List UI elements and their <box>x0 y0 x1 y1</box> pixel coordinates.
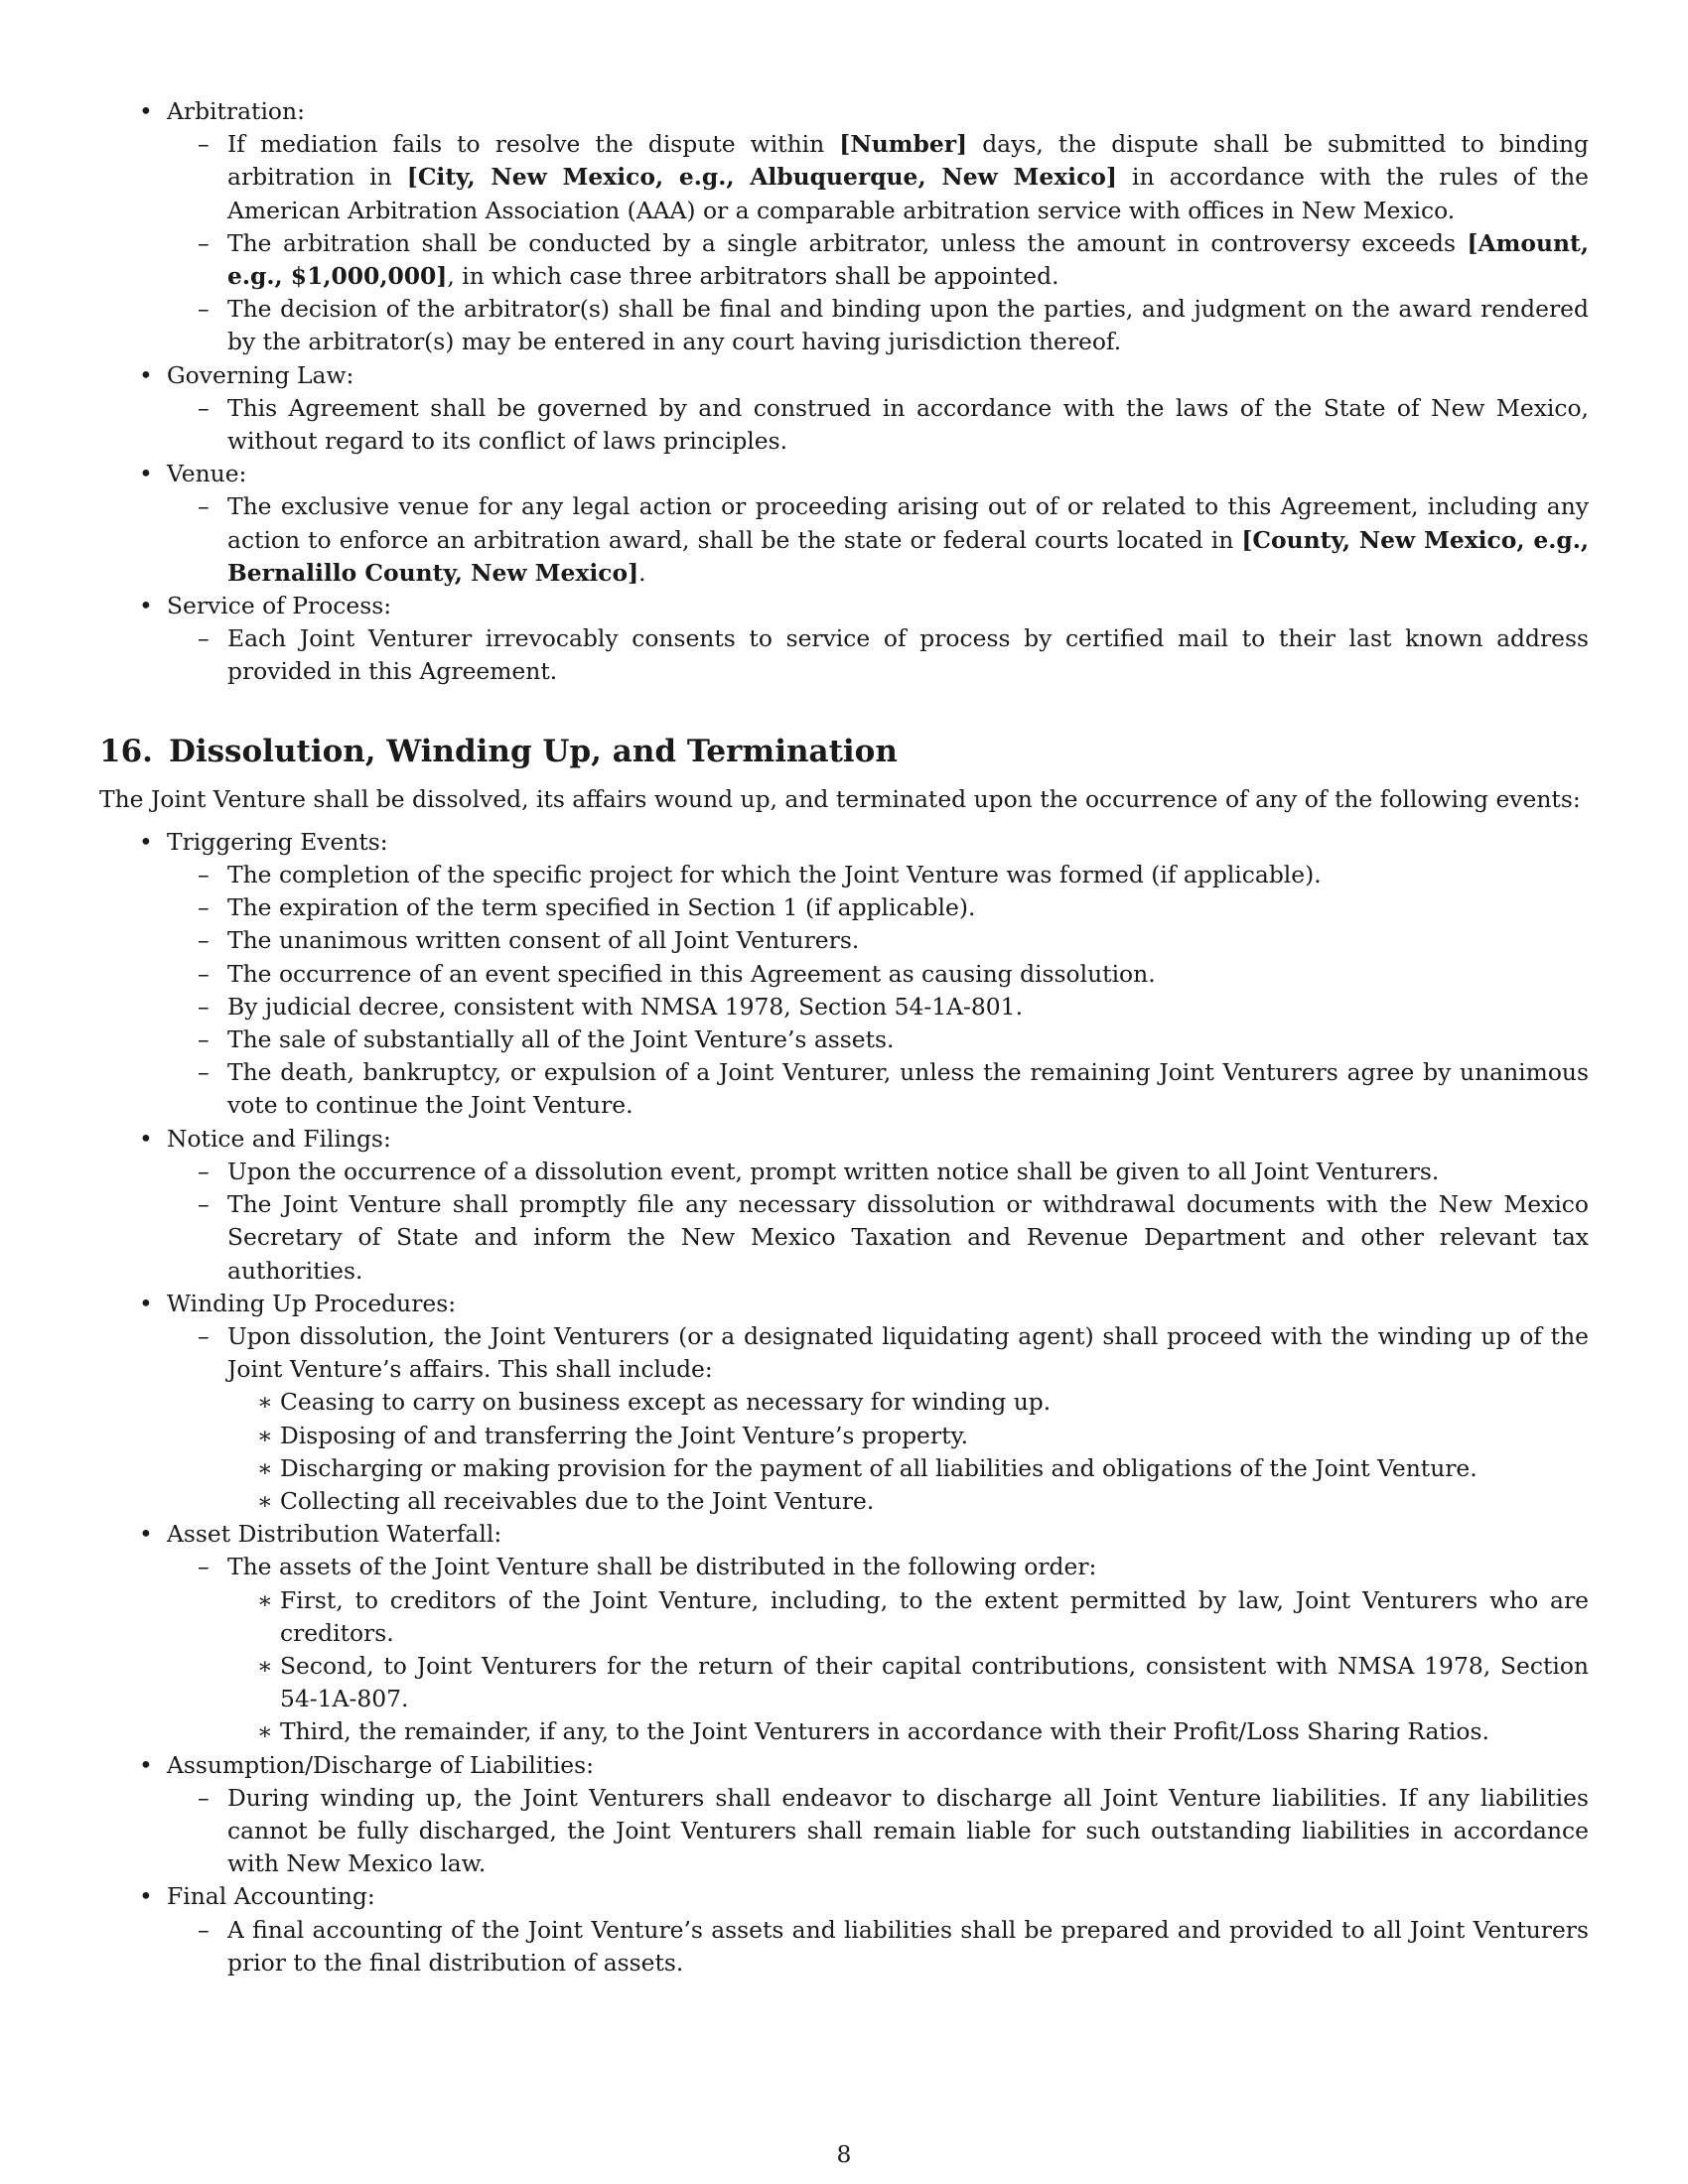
text: The decision of the arbitrator(s) shall be final and binding upon the parties, and judgment on the award rendered by the arbitrator(s) may be entered in any court having jurisdiction thereof. <box>227 295 1589 356</box>
sub-list-item <box>227 1715 1589 1748</box>
text: The exclusive venue for any legal action or proceeding arising out of or related to this Agreement, including any action to enforce an arbitration award, shall be the state or federal courts located in <box>227 492 1589 554</box>
text: , in which case three arbitrators shall be appointed. <box>447 262 1059 291</box>
section-heading <box>99 732 1589 771</box>
bullet-dot: • <box>139 1520 153 1549</box>
sub-list-item <box>227 1386 1589 1419</box>
list-item-final-accounting <box>99 1880 1589 1979</box>
text: Disposing of and transferring the Joint Venture’s property. <box>280 1421 969 1449</box>
text: Discharging or making provision for the payment of all liabilities and obligations of the Joint Venture. <box>280 1453 1477 1482</box>
text: During winding up, the Joint Venturers shall endeavor to discharge all Joint Venture liabilities. If any liabilities cannot be fully discharged, the Joint Venturers shall remain liable for such outstanding liabilities in accordance with New Mexico law. <box>227 1783 1589 1878</box>
section-number: 16. <box>99 733 153 769</box>
list-item-asset-distribution <box>99 1518 1589 1748</box>
bullet-dot: • <box>139 1882 153 1911</box>
bullet-dash: – <box>198 295 210 324</box>
list-item <box>167 227 1589 293</box>
list-item <box>167 1914 1589 1979</box>
section-intro: The Joint Venture shall be dissolved, its affairs wound up, and terminated upon the occurrence of any of the following events: <box>99 784 1581 813</box>
list-item-triggering-events <box>99 826 1589 1123</box>
bullet-dash: – <box>198 1783 210 1812</box>
list-item <box>167 1188 1589 1288</box>
document-page <box>99 95 1589 1979</box>
bullet-dash: – <box>198 959 210 988</box>
text: Upon the occurrence of a dissolution event, prompt written notice shall be given to all Joint Venturers. <box>227 1157 1440 1185</box>
text: This Agreement shall be governed by and construed in accordance with the laws of the State of New Mexico, without regard to its conflict of laws principles. <box>227 393 1589 456</box>
text: in accordance with the rules of the American Arbitration Association (AAA) or a comparable arbitration service with offices in New Mexico. <box>227 163 1589 224</box>
bullet-dash: – <box>198 1190 210 1219</box>
list-item <box>167 1024 1589 1056</box>
text: The unanimous written consent of all Joint Venturers. <box>227 926 860 955</box>
placeholder-amount: [Amount, e.g., $1,000,000] <box>227 228 1589 291</box>
bullet-dot: • <box>139 97 153 125</box>
text: The Joint Venture shall promptly file any necessary dissolution or withdrawal documents with the New Mexico Secretary of State and inform the New Mexico Taxation and Revenue Department and other relevant tax authorities. <box>227 1190 1589 1285</box>
item-label: Arbitration: <box>167 97 305 125</box>
bullet-dot: • <box>139 360 153 389</box>
bullet-dash: – <box>198 1915 210 1944</box>
bullet-dash: – <box>198 1157 210 1185</box>
item-label: Venue: <box>167 460 247 488</box>
text: The expiration of the term specified in Section 1 (if applicable). <box>227 893 976 922</box>
list-item <box>167 293 1589 358</box>
text: The completion of the specific project for which the Joint Venture was formed (if applicable). <box>227 861 1322 889</box>
bullet-dot: • <box>139 592 153 620</box>
bullet-dot: • <box>139 1124 153 1153</box>
text: The occurrence of an event specified in this Agreement as causing dissolution. <box>227 959 1156 988</box>
list-item <box>167 622 1589 688</box>
text: The arbitration shall be conducted by a single arbitrator, unless the amount in controversy exceeds <box>227 228 1468 257</box>
list-item <box>167 1782 1589 1881</box>
item-label: Final Accounting: <box>167 1882 375 1911</box>
list-item-liabilities <box>99 1749 1589 1881</box>
bullet-dash: – <box>198 228 210 257</box>
text: A final accounting of the Joint Venture’s assets and liabilities shall be prepared and provided to all Joint Venturers prior to the final distribution of assets. <box>227 1915 1589 1977</box>
section15-continued-list <box>99 95 1589 689</box>
text: Ceasing to carry on business except as necessary for winding up. <box>280 1388 1052 1417</box>
text: The death, bankruptcy, or expulsion of a Joint Venturer, unless the remaining Joint Venturers agree by unanimous vote to continue the Joint Venture. <box>227 1058 1589 1120</box>
bullet-dot: • <box>139 827 153 856</box>
placeholder-number: [Number] <box>839 130 968 159</box>
sub-list-item <box>227 1420 1589 1452</box>
list-item-arbitration <box>99 95 1589 359</box>
bullet-dash: – <box>198 1321 210 1350</box>
bullet-asterisk: ∗ <box>257 1486 273 1515</box>
bullet-dash: – <box>198 393 210 422</box>
bullet-asterisk: ∗ <box>257 1585 273 1614</box>
bullet-asterisk: ∗ <box>257 1453 273 1482</box>
item-label: Governing Law: <box>167 360 354 389</box>
bullet-dash: – <box>198 492 210 521</box>
list-item <box>167 859 1589 891</box>
list-item <box>167 1056 1589 1122</box>
bullet-dot: • <box>139 1289 153 1317</box>
item-label: Triggering Events: <box>167 827 388 856</box>
list-item-governing-law <box>99 359 1589 459</box>
page-number: 8 <box>836 2140 852 2168</box>
bullet-dash: – <box>198 861 210 889</box>
list-item <box>167 1320 1589 1518</box>
sub-list-item <box>227 1452 1589 1485</box>
list-item <box>167 991 1589 1024</box>
sub-list-item <box>227 1485 1589 1518</box>
list-item <box>167 924 1589 957</box>
item-label: Notice and Filings: <box>167 1124 391 1153</box>
section-title: Dissolution, Winding Up, and Termination <box>168 733 898 769</box>
bullet-dash: – <box>198 1025 210 1054</box>
list-item-winding-up <box>99 1288 1589 1518</box>
bullet-dash: – <box>198 893 210 922</box>
text: Collecting all receivables due to the Joint Venture. <box>280 1486 875 1515</box>
sub-list-item <box>227 1650 1589 1715</box>
list-item <box>167 891 1589 924</box>
placeholder-city: [City, New Mexico, e.g., Albuquerque, New Mexico] <box>406 163 1117 192</box>
text: Third, the remainder, if any, to the Joint Venturers in accordance with their Profit/Loss Sharing Ratios. <box>280 1717 1489 1746</box>
bullet-dot: • <box>139 460 153 488</box>
list-item <box>167 490 1589 590</box>
list-item-notice-and-filings <box>99 1123 1589 1288</box>
bullet-asterisk: ∗ <box>257 1651 273 1680</box>
text: If mediation fails to resolve the dispute within <box>227 130 840 159</box>
bullet-dash: – <box>198 1058 210 1087</box>
list-item <box>167 958 1589 991</box>
list-item-venue <box>99 458 1589 590</box>
list-item <box>167 1551 1589 1748</box>
bullet-asterisk: ∗ <box>257 1717 273 1746</box>
item-label: Asset Distribution Waterfall: <box>167 1520 502 1549</box>
bullet-dash: – <box>198 926 210 955</box>
item-label: Assumption/Discharge of Liabilities: <box>167 1750 594 1779</box>
section16-list <box>99 826 1589 1979</box>
bullet-dash: – <box>198 130 210 159</box>
bullet-asterisk: ∗ <box>257 1421 273 1449</box>
list-item <box>167 1156 1589 1188</box>
list-item <box>167 392 1589 458</box>
bullet-dash: – <box>198 992 210 1021</box>
sub-list-item <box>227 1584 1589 1650</box>
item-label: Winding Up Procedures: <box>167 1289 457 1317</box>
list-item <box>167 128 1589 227</box>
text: By judicial decree, consistent with NMSA 1978, Section 54-1A-801. <box>227 992 1024 1021</box>
text: The sale of substantially all of the Joint Venture’s assets. <box>227 1025 895 1054</box>
text: First, to creditors of the Joint Venture, including, to the extent permitted by law, Joint Venturers who are creditors. <box>280 1585 1589 1647</box>
text: Upon dissolution, the Joint Venturers (or a designated liquidating agent) shall proceed with the winding up of the Joint Venture’s affairs. This shall include: <box>227 1321 1589 1384</box>
text: The assets of the Joint Venture shall be distributed in the following order: <box>227 1553 1097 1581</box>
text: Second, to Joint Venturers for the return of their capital contributions, consistent with NMSA 1978, Section 54-1A-807. <box>280 1651 1589 1713</box>
text: Each Joint Venturer irrevocably consents to service of process by certified mail to their last known address provided in this Agreement. <box>227 624 1589 686</box>
bullet-dash: – <box>198 1553 210 1581</box>
bullet-dash: – <box>198 624 210 653</box>
bullet-dot: • <box>139 1750 153 1779</box>
text: . <box>638 558 646 587</box>
item-label: Service of Process: <box>167 592 392 620</box>
placeholder-county: [County, New Mexico, e.g., Bernalillo County, New Mexico] <box>227 525 1589 587</box>
list-item-service-of-process <box>99 590 1589 689</box>
bullet-asterisk: ∗ <box>257 1388 273 1417</box>
text: days, the dispute shall be submitted to binding arbitration in <box>227 130 1589 192</box>
